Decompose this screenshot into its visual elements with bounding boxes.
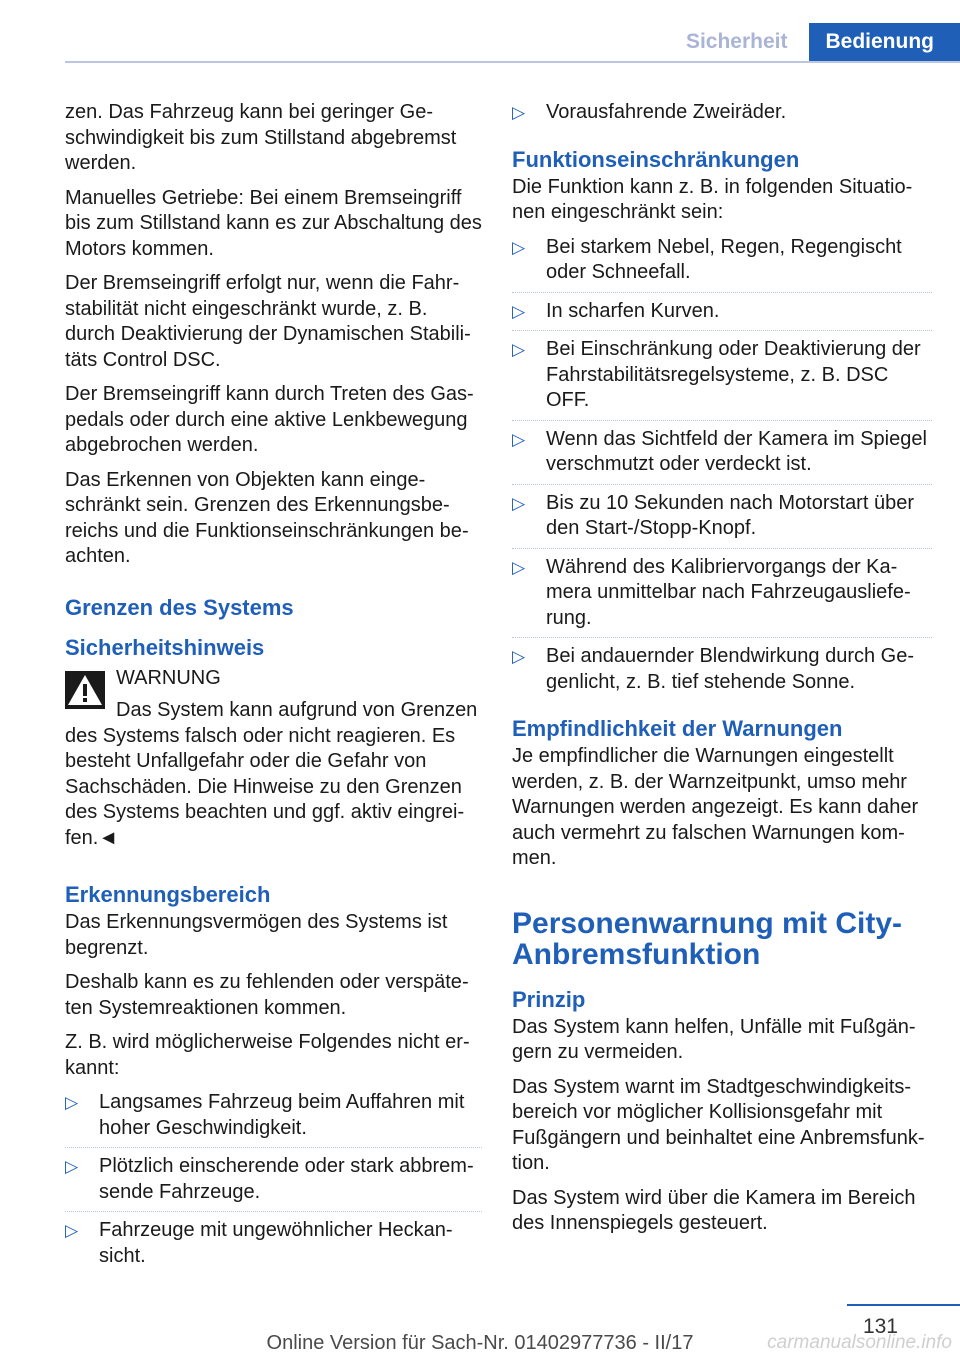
footer-online-version: Online Version für Sach-Nr. 01402977736 - II/17 [266,1332,694,1354]
list-item-text: Bei starkem Nebel, Regen, Regengischt oder Schneefall. [546,235,902,283]
list-item [512,337,932,414]
triangle-right-bullet-icon: ▷ [65,1093,79,1112]
list-item-text: Wenn das Sichtfeld der Kamera im Spiegel verschmutzt oder verdeckt ist. [546,427,927,475]
watermark: carmanualsonline.info [767,1332,952,1353]
paragraph: Der Bremseingriff kann durch Treten des Gaspedals oder durch eine aktive Lenkbewegung abgebrochen werden. [65,383,474,456]
paragraph: zen. Das Fahrzeug kann bei geringer Geschwindigkeit bis zum Stillstand abgebremst werden. [65,101,457,174]
subheading-detection: Erkennungsbereich [65,882,271,907]
warning-box [65,666,482,852]
detection-list-continued [512,100,932,126]
list-divider [512,292,932,293]
list-item-text: Bei andauernder Blendwirkung durch Gegenlicht, z. B. tief stehende Sonne. [546,645,915,693]
paragraph: Je empfindlicher die Warnungen eingestellt werden, z. B. der Warnzeitpunkt, umso mehr Warnungen werden angezeigt. Es kann daher auch vermehrt zu falschen Warnungen kommen. [512,745,919,869]
restrictions-list [512,235,932,696]
list-item-text: Bis zu 10 Sekunden nach Motorstart über den Start-/Stopp-Knopf. [546,491,914,539]
list-item [512,491,932,542]
list-divider [512,548,932,549]
list-item [512,299,932,325]
paragraph: Deshalb kann es zu fehlenden oder verspäteten Systemreaktionen kommen. [65,971,469,1019]
warning-text-first-line: Das System kann aufgrund von Grenzen [116,699,478,721]
warning-title: WARNUNG [116,666,221,689]
section-heading-limits: Grenzen des Systems [65,594,294,620]
subheading-restrictions: Funktionseinschränkungen [512,146,800,172]
triangle-right-bullet-icon: ▷ [512,237,526,257]
paragraph: Das Erkennungsvermögen des Systems ist begrenzt. [65,911,448,959]
subheading-safety-note: Sicherheitshinweis [65,634,265,660]
paragraph: Das System kann helfen, Unfälle mit Fußgängern zu vermeiden. [512,1015,916,1063]
list-divider [512,420,932,421]
footer-divider [847,1304,960,1306]
triangle-right-bullet-icon: ▷ [512,103,526,122]
paragraph: Z. B. wird möglicherweise Folgendes nicht erkannt: [65,1031,470,1079]
triangle-right-bullet-icon: ▷ [512,340,526,359]
triangle-right-bullet-icon: ▷ [65,1221,79,1240]
triangle-right-bullet-icon: ▷ [512,647,526,666]
list-item-text: Langsames Fahrzeug beim Auffahren mit hoher Geschwindigkeit. [99,1091,465,1139]
list-item [65,1090,482,1141]
list-divider [512,484,932,485]
warning-text-rest: des Systems falsch oder nicht reagieren. Es besteht Unfallgefahr oder die Gefahr von Sachschäden. Die Hinweise zu den Grenzen des Systems beachten und ggf. aktiv eingreifen.◄ [65,724,465,849]
list-divider [512,637,932,638]
left-column [65,100,482,1275]
chapter-heading: Personenwarnung mit City-Anbremsfunktion [512,906,903,971]
list-item [65,1154,482,1205]
header-divider [65,61,960,63]
triangle-right-bullet-icon: ▷ [512,557,526,577]
triangle-right-bullet-icon: ▷ [512,493,526,513]
paragraph: Der Bremseingriff erfolgt nur, wenn die Fahrstabilität nicht eingeschränkt wurde, z. B. durch Deaktivierung der Dynamischen Stabilitäts Control DSC. [65,272,471,371]
list-item-text: In scharfen Kurven. [546,299,720,322]
paragraph: Manuelles Getriebe: Bei einem Bremseingriff bis zum Stillstand kann es zur Abschaltung des Motors kommen. [65,186,482,260]
list-item-text: Fahrzeuge mit ungewöhnlicher Heckansicht. [99,1219,453,1267]
right-column [512,100,932,1246]
detection-list [65,1090,482,1269]
list-item [512,644,932,695]
list-divider [65,1147,482,1148]
list-divider [512,330,932,331]
list-item [512,235,932,286]
list-item [512,555,932,632]
subheading-principle: Prinzip [512,986,586,1012]
warning-text [65,698,482,851]
list-item-text: Während des Kalibriervorgangs der Kamera unmittelbar nach Fahrzeugauslieferung. [546,555,911,629]
triangle-right-bullet-icon: ▷ [512,429,526,449]
warning-triangle-icon [65,671,105,709]
list-divider [65,1211,482,1212]
paragraph: Das System wird über die Kamera im Bereich des Innenspiegels gesteuert. [512,1186,916,1234]
list-item-text: Plötzlich einscherende oder stark abbremsende Fahrzeuge. [99,1155,474,1203]
paragraph: Die Funktion kann z. B. in folgenden Situationen eingeschränkt sein: [512,175,913,223]
page-number: 131 [862,1315,898,1338]
list-item [512,100,932,126]
subheading-sensitivity: Empfindlichkeit der Warnungen [512,716,843,741]
list-item [512,427,932,478]
list-item-text: Vorausfahrende Zweiräder. [546,101,787,123]
triangle-right-bullet-icon: ▷ [512,301,526,321]
list-item-text: Bei Einschränkung oder Deaktivierung der Fahrstabilitätsregelsysteme, z. B. DSC OFF. [546,338,921,411]
paragraph: Das System warnt im Stadtgeschwindigkeitsbereich vor möglicher Kollisionsgefahr mit Fußgängern und beinhaltet eine Anbremsfunktion. [512,1075,925,1174]
triangle-right-bullet-icon: ▷ [65,1157,79,1176]
paragraph: Das Erkennen von Objekten kann eingeschränkt sein. Grenzen des Erkennungsbereichs und die Funktionseinschränkungen beachten. [65,468,469,567]
tab-operation[interactable]: Bedienung [809,23,960,61]
tab-safety[interactable]: Sicherheit [685,30,788,53]
list-item [65,1218,482,1269]
header-tabs [665,23,960,61]
